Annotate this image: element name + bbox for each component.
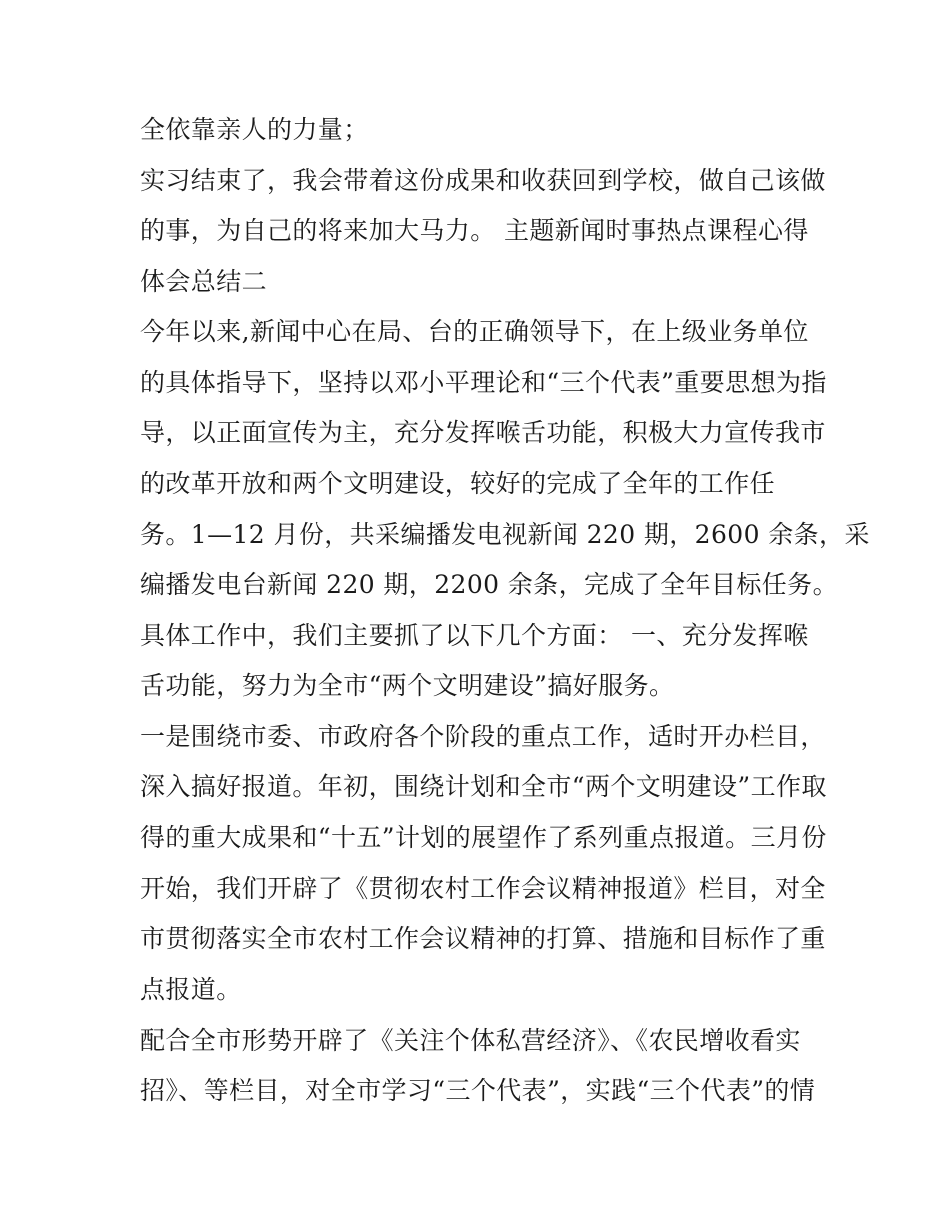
text-line: 点报道。: [140, 975, 242, 1004]
text-line: 具体工作中，我们主要抓了以下几个方面： 一、充分发挥喉: [140, 621, 809, 650]
text-line: 今年以来,新闻中心在局、台的正确领导下，在上级业务单位: [140, 317, 809, 346]
text-line: 得的重大成果和“十五”计划的展望作了系列重点报道。三月份: [140, 823, 827, 852]
text-line: 招》、等栏目，对全市学习“三个代表”，实践“三个代表”的情: [140, 1076, 816, 1105]
text-line: 实习结束了，我会带着这份成果和收获回到学校，做自己该做: [140, 166, 826, 195]
text-line: 导，以正面宣传为主，充分发挥喉舌功能，积极大力宣传我市: [140, 418, 826, 447]
text-line: 的改革开放和两个文明建设，较好的完成了全年的工作任: [140, 469, 776, 498]
text-line: 舌功能，努力为全市“两个文明建设”搞好服务。: [140, 671, 675, 700]
text-line: 编播发电台新闻 220 期，2200 余条，完成了全年目标任务。: [140, 570, 838, 599]
text-line: 配合全市形势开辟了《关注个体私营经济》、《农民增收看实: [140, 1026, 801, 1055]
text-line: 的事，为自己的将来加大马力。 主题新闻时事热点课程心得: [140, 216, 809, 245]
text-line: 市贯彻落实全市农村工作会议精神的打算、措施和目标作了重: [140, 924, 826, 953]
text-line: 全依靠亲人的力量；: [140, 115, 369, 144]
text-line: 深入搞好报道。年初，围绕计划和全市“两个文明建设”工作取: [140, 772, 827, 801]
text-line: 一是围绕市委、市政府各个阶段的重点工作，适时开办栏目，: [140, 722, 826, 751]
text-line: 的具体指导下，坚持以邓小平理论和“三个代表”重要思想为指: [140, 368, 827, 397]
text-line: 务。1—12 月份，共采编播发电视新闻 220 期，2600 余条，采: [140, 520, 870, 549]
text-line: 开始，我们开辟了《贯彻农村工作会议精神报道》栏目，对全: [140, 874, 826, 903]
text-line: 体会总结二: [140, 267, 268, 296]
